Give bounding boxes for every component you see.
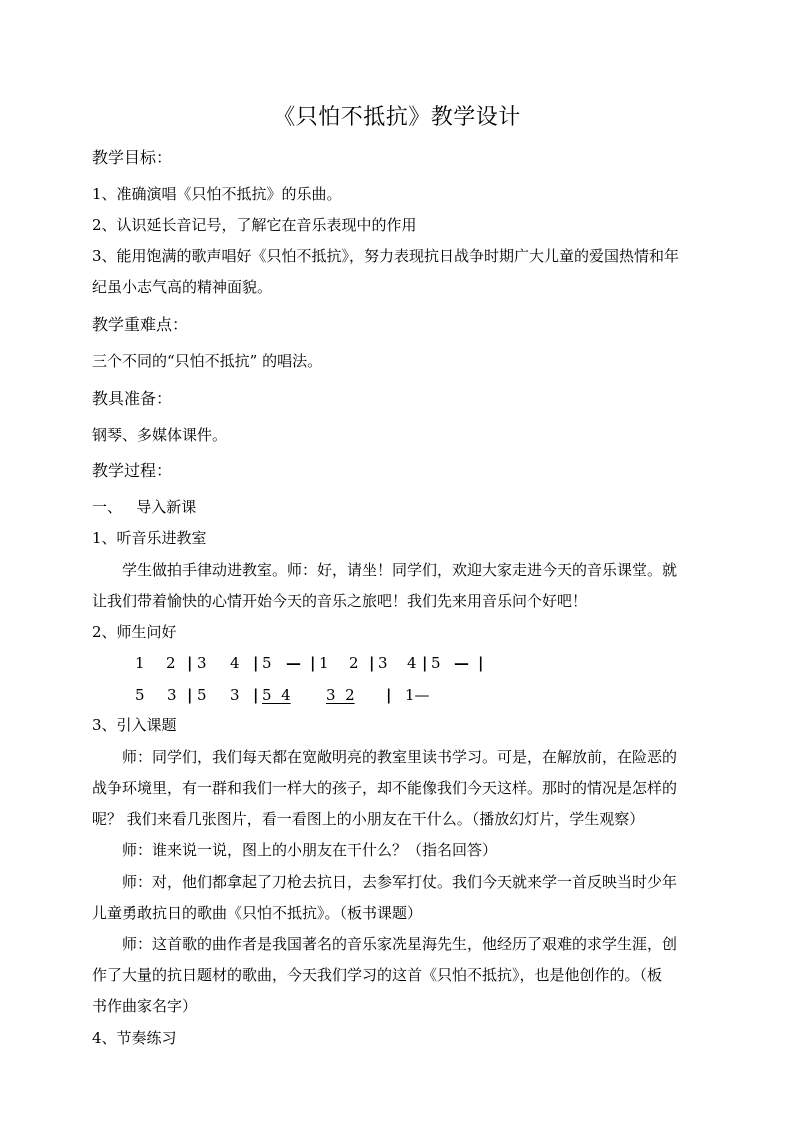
notation-row-2 xyxy=(120,684,520,706)
key-text: 三个不同的“只怕不抵抗” 的唱法。 xyxy=(92,352,323,370)
bar-line: | xyxy=(187,654,193,672)
bar-line: | xyxy=(310,654,316,672)
bar-line: | xyxy=(386,686,392,704)
goal-2: 2、认识延长音记号，了解它在音乐表现中的作用 xyxy=(92,216,417,234)
step-3-para-4: 师：谁来说一说，图上的小朋友在干什么？（指名回答） xyxy=(122,841,498,859)
note: 3 xyxy=(230,686,240,704)
step-1-para-2: 让我们带着愉快的心情开始今天的音乐之旅吧！我们先来用音乐问个好吧！ xyxy=(92,592,588,610)
dash: — xyxy=(454,654,469,672)
note: 3 xyxy=(167,686,177,704)
document-title: 《只怕不抵抗》教学设计 xyxy=(273,105,521,130)
bar-line: | xyxy=(253,654,259,672)
bar-line: | xyxy=(369,654,375,672)
step-3-para-8: 作了大量的抗日题材的歌曲，今天我们学习的这首《只怕不抵抗》，也是他创作的。（板 xyxy=(92,966,663,984)
note: 3 xyxy=(378,654,388,672)
note: 2 xyxy=(349,654,359,672)
step-3-para-7: 师：这首歌的曲作者是我国著名的音乐家冼星海先生，他经历了艰难的求学生涯，创 xyxy=(122,935,678,953)
note: 2 xyxy=(166,654,176,672)
note: 1 xyxy=(319,654,329,672)
tools-heading: 教具准备： xyxy=(92,389,173,408)
bar-line: | xyxy=(422,654,428,672)
key-heading: 教学重难点： xyxy=(92,315,189,334)
note-group: 3 2 xyxy=(326,686,355,704)
note: 3 xyxy=(197,654,207,672)
part-1-heading: 一、 导入新课 xyxy=(92,498,197,516)
goal-1: 1、准确演唱《只怕不抵抗》的乐曲。 xyxy=(92,185,342,203)
note: 5 xyxy=(262,654,272,672)
note: 4 xyxy=(407,654,417,672)
step-1: 1、听音乐进教室 xyxy=(92,529,207,547)
notation-row-1 xyxy=(120,652,520,674)
dash: — xyxy=(286,654,301,672)
note: 5 xyxy=(197,686,207,704)
goals-heading: 教学目标： xyxy=(92,148,173,167)
bar-line: | xyxy=(253,686,259,704)
step-3-para-5: 师：对，他们都拿起了刀枪去抗日，去参军打仗。我们今天就来学一首反映当时少年 xyxy=(122,873,678,891)
goal-3: 3、能用饱满的歌声唱好《只怕不抵抗》，努力表现抗日战争时期广大儿童的爱国热情和年 xyxy=(92,247,680,265)
note: 5 xyxy=(431,654,441,672)
note: 1 xyxy=(135,654,145,672)
step-3-para-1: 师：同学们，我们每天都在宽敞明亮的教室里读书学习。可是，在解放前，在险恶的 xyxy=(122,748,678,766)
step-1-para-1: 学生做拍手律动进教室。师：好，请坐！同学们，欢迎大家走进今天的音乐课堂。就 xyxy=(122,561,678,579)
step-3-para-3: 呢？ 我们来看几张图片，看一看图上的小朋友在干什么。（播放幻灯片，学生观察） xyxy=(92,810,645,828)
process-heading: 教学过程： xyxy=(92,461,173,480)
goal-3-cont: 纪虽小志气高的精神面貌。 xyxy=(92,278,273,296)
step-3: 3、引入课题 xyxy=(92,716,177,734)
note: 5 xyxy=(135,686,145,704)
bar-line: | xyxy=(187,686,193,704)
note: 4 xyxy=(230,654,240,672)
note: 1— xyxy=(405,686,430,704)
step-3-para-9: 书作曲家名字） xyxy=(92,997,198,1015)
tools-text: 钢琴、多媒体课件。 xyxy=(92,426,228,444)
step-2: 2、师生问好 xyxy=(92,623,177,641)
step-4: 4、节奏练习 xyxy=(92,1029,177,1047)
note-group: 5 4 xyxy=(262,686,291,704)
step-3-para-6: 儿童勇敢抗日的歌曲《只怕不抵抗》。（板书课题） xyxy=(92,904,423,922)
step-3-para-2: 战争环境里，有一群和我们一样大的孩子，却不能像我们今天这样。那时的情况是怎样的 xyxy=(92,779,678,797)
bar-line: | xyxy=(478,654,484,672)
